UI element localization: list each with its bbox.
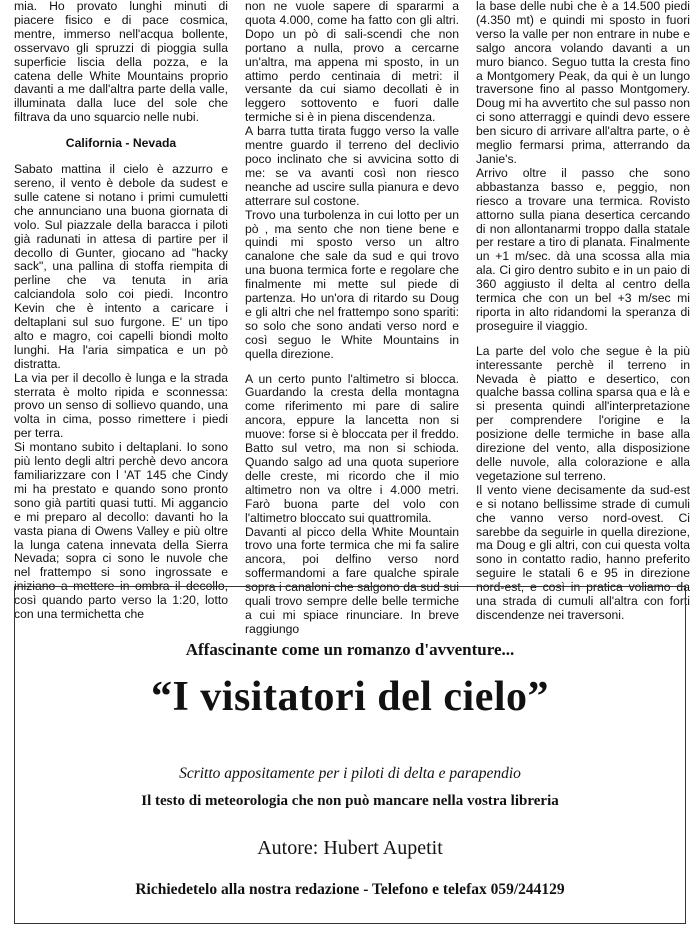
paragraph: A un certo punto l'altimetro si blocca. Guardando la cresta della montagna come riferimento mi pare di salire ancora, eppure la lancetta non si muove: forse si è bloccata per il freddo. Batto sul vetro, ma non si schioda. Quando salgo ad una quota superiore delle creste, mi ricordo che il mio altimetro non va oltre i 4.000 metri. Farò buona parte del volo con l'altimetro bloccato sui quattromila. xyxy=(245,371,459,525)
paragraph: La via per il decollo è lunga e la strada sterrata è molto ripida e sconnessa: provo un senso di sollievo quando, una volta in cima, posso rimettere i piedi per terra. xyxy=(14,370,228,441)
ad-book-title: “I visitatori del cielo” xyxy=(150,674,550,720)
article-column-3 xyxy=(476,0,690,637)
article-columns xyxy=(14,0,690,637)
article-column-1 xyxy=(14,0,228,637)
ad-subtitle: Scritto appositamente per i piloti di delta e parapendio xyxy=(179,765,521,782)
section-heading: California - Nevada xyxy=(65,136,177,151)
ad-contact: Richiedetelo alla nostra redazione - Telefono e telefax 059/244129 xyxy=(135,881,565,898)
paragraph: la base delle nubi che è a 14.500 piedi (4.350 mt) e quindi mi sposto in fuori verso la valle per non entrare in nube e salgo ancora volando davanti a un muro bianco. Seguo tutta la cresta fino a Montgomery Peak, da qui è un lungo traversone fino al passo Montgomery. Doug mi ha avvertito che sul passo non ci sono atterraggi e quindi devo essere ben sicuro di arrivare all'altra parte, o è meglio fermarsi prima, atterrando da Janie's. xyxy=(476,0,690,166)
ad-tagline: Affascinante come un romanzo d'avventure... xyxy=(185,640,515,659)
paragraph: Trovo una turbolenza in cui lotto per un pò , ma sento che non tiene bene e quindi mi sposto verso un altro canalone che sale da sud e qui trovo una buona termica forte e regolare che finalmente mi mette sul piede di partenza. Ho un'ora di ritardo su Doug e gli altri che nel frattempo sono spariti: so solo che sono andati verso nord e così seguo le White Mountains in quella direzione. xyxy=(245,207,459,361)
ad-author: Autore: Hubert Aupetit xyxy=(257,837,443,859)
ad-description: Il testo di meteorologia che non può mancare nella vostra libreria xyxy=(141,793,559,809)
paragraph: non ne vuole sapere di spararmi a quota 4.000, come ha fatto con gli altri. Dopo un pò di sali-scendi che non portano a nulla, provo a cercarne un'altra, ma appena mi sposto, in un attimo perdo centinaia di metri: il versante da cui siamo decollati è in leggero sottovento e fuori dalle termiche si è in piena discendenza. xyxy=(245,0,459,125)
paragraph: Sabato mattina il cielo è azzurro e sereno, il vento è debole da sudest e sulle catene si notano i primi cumuletti che annunciano una buona giornata di volo. Sul piazzale della baracca i piloti già radunati in attesa di partire per il decollo di Gunter, giocano ad "hacky sack", una pallina di stoffa riempita di perline che va tenuta in aria calciandola solo coi piedi. Incontro Kevin che è intento a caricare i deltaplani sul suo furgone. E' un tipo alto e magro, coi capelli biondi molto lunghi. Ha l'aria simpatica e un pò distratta. xyxy=(14,162,228,371)
book-advertisement xyxy=(14,586,686,924)
article-column-2 xyxy=(245,0,459,637)
paragraph: Si montano subito i deltaplani. Io sono più lento degli altri perchè devo ancora familiarizzare con l 'AT 145 che Cindy mi ha prestato e quando sono pronto sono già partiti quasi tutti. Mi aggancio e mi preparo al decollo: davanti ho la vasta piana di Owens Valley e più oltre la lunga catena innevata della Sierra Nevada; sopra ci sono le nuvole che nel frattempo si sono ingrossate e iniziano a mettere in ombra il decollo, così quando parto verso la 1:20, lotto con una termichetta che xyxy=(14,440,228,622)
paragraph: Il vento viene decisamente da sud-est e si notano bellissime strade di cumuli che vanno verso nord-ovest. Ci sarebbe da seguirle in quella direzione, ma Doug e gli altri, con cui questa volta sono in contatto radio, hanno preferito seguire le statali 6 e 95 in direzione nord-est, e così in pratica voliamo da una strada di cumuli all'altra con forti discendenze nei traversoni. xyxy=(476,482,690,622)
paragraph: A barra tutta tirata fuggo verso la valle mentre guardo il terreno del declivio poco inclinato che si avvicina sotto di me: se va avanti così non riesco neanche ad uscire sulla pianura e devo atterrare sul costone. xyxy=(245,124,459,208)
paragraph: La parte del volo che segue è la più interessante perchè il terreno in Nevada è piatto e desertico, con qualche bassa collina sparsa qua e là e si presenta quindi all'interpretazione per comprendere l'origine e la posizione delle termiche in base alla direzione del vento, alla disposizione delle nuvole, alla colorazione e alla vegetazione sul terreno. xyxy=(476,343,690,483)
paragraph: Arrivo oltre il passo che sono abbastanza basso e, peggio, non riesco a trovare una termica. Rovisto attorno sulla piana desertica cercando di non allontanarmi troppo dalla statale per restare a tiro di planata. Finalmente un +1 m/sec. dà una scossa alla mia ala. Ci giro dentro subito e in un paio di 360 aggiusto il delta al centro della termica che con un bel +3 m/sec mi riporta in alto ridandomi la speranza di proseguire il viaggio. xyxy=(476,165,690,333)
paragraph: Davanti al picco della White Mountain trovo una forte termica che mi fa salire ancora, poi delfino verso nord soffermandomi a fare qualche spirale sopra i canaloni che salgono da sud sui quali trovo sempre delle belle termiche a cui mi spiace rinunciare. In breve raggiungo xyxy=(245,524,459,636)
paragraph: mia. Ho provato lunghi minuti di piacere fisico e di pace cosmica, mentre, immerso nell'acqua bollente, osservavo gli spruzzi di pioggia sulla superficie liscia della pozza, e la catena delle White Mountains proprio davanti a me dall'altra parte della valle, illuminata dalla luce del sole che filtrava da uno squarcio nelle nubi. xyxy=(14,0,228,125)
